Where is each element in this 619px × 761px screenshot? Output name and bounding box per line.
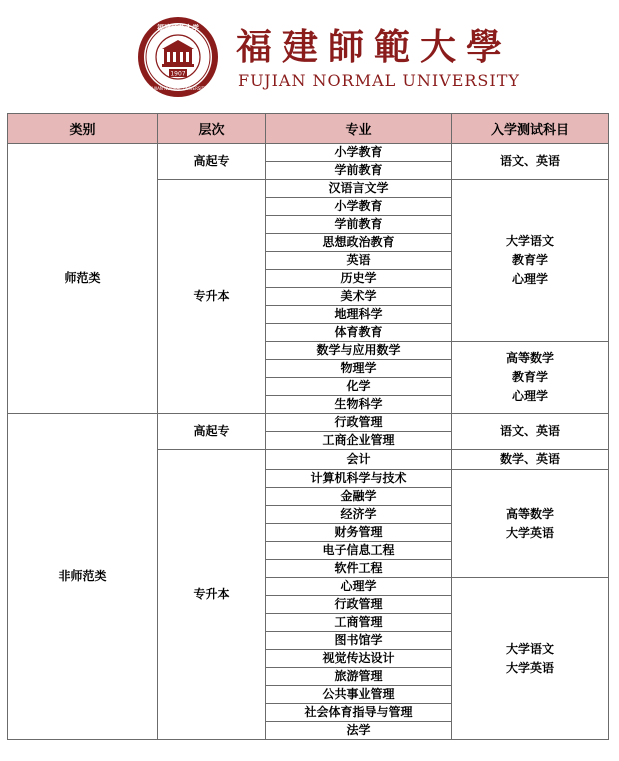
- major-cell: 学前教育: [266, 162, 452, 180]
- major-cell: 计算机科学与技术: [266, 470, 452, 488]
- subjects-cell: [452, 342, 609, 414]
- major-cell: 经济学: [266, 506, 452, 524]
- level-cell: 高起专: [158, 414, 266, 450]
- major-cell: 体育教育: [266, 324, 452, 342]
- subject-line: 大学语文: [505, 234, 554, 248]
- major-cell: 行政管理: [266, 596, 452, 614]
- major-cell: 数学与应用数学: [266, 342, 452, 360]
- major-cell: 化学: [266, 378, 452, 396]
- subjects-cell: [452, 470, 609, 578]
- seal-en-text: FUJIAN NORMAL UNIVERSITY: [149, 86, 207, 91]
- subjects-cell: [452, 578, 609, 740]
- major-cell: 图书馆学: [266, 632, 452, 650]
- level-cell: 高起专: [158, 144, 266, 180]
- major-cell: 工商企业管理: [266, 432, 452, 450]
- major-cell: 会计: [266, 450, 452, 470]
- major-cell: 旅游管理: [266, 668, 452, 686]
- major-cell: 学前教育: [266, 216, 452, 234]
- seal-year: 1907: [170, 70, 186, 78]
- table-body: [8, 144, 609, 740]
- major-cell: 汉语言文学: [266, 180, 452, 198]
- major-cell: 软件工程: [266, 560, 452, 578]
- major-cell: 工商管理: [266, 614, 452, 632]
- major-cell: 生物科学: [266, 396, 452, 414]
- column-header-level: 层次: [158, 114, 266, 144]
- subject-line: 教育学: [511, 253, 548, 267]
- major-cell: 地理科学: [266, 306, 452, 324]
- seal-cn-text: 福建师范大学: [157, 24, 199, 32]
- category-cell: 非师范类: [8, 414, 158, 740]
- subject-line: 语文、英语: [499, 424, 560, 438]
- major-cell: 心理学: [266, 578, 452, 596]
- subject-line: 语文、英语: [499, 154, 560, 168]
- major-cell: 美术学: [266, 288, 452, 306]
- table-row: [8, 414, 609, 432]
- major-cell: 法学: [266, 722, 452, 740]
- table-row: [8, 144, 609, 162]
- column-header-subjects: 入学测试科目: [452, 114, 609, 144]
- major-cell: 行政管理: [266, 414, 452, 432]
- major-cell: 视觉传达设计: [266, 650, 452, 668]
- subject-line: 大学语文: [505, 641, 554, 656]
- major-cell: 历史学: [266, 270, 452, 288]
- subject-line: 大学英语: [505, 660, 554, 675]
- university-name-cn: 福建師範大學: [236, 26, 513, 68]
- major-cell: 小学教育: [266, 198, 452, 216]
- major-cell: 社会体育指导与管理: [266, 704, 452, 722]
- subject-line: 教育学: [511, 370, 548, 384]
- major-cell: 思想政治教育: [266, 234, 452, 252]
- level-cell: 专升本: [158, 450, 266, 740]
- table-header: [8, 114, 609, 144]
- category-cell: 师范类: [8, 144, 158, 414]
- header-row: [8, 114, 609, 144]
- major-cell: 英语: [266, 252, 452, 270]
- subject-line: 高等数学: [505, 351, 554, 365]
- subjects-cell: [452, 180, 609, 342]
- subjects-cell: [452, 414, 609, 450]
- level-cell: 专升本: [158, 180, 266, 414]
- major-cell: 财务管理: [266, 524, 452, 542]
- university-name-en: FUJIAN NORMAL UNIVERSITY: [238, 71, 520, 90]
- major-cell: 金融学: [266, 488, 452, 506]
- major-cell: 物理学: [266, 360, 452, 378]
- column-header-major: 专业: [266, 114, 452, 144]
- major-cell: 小学教育: [266, 144, 452, 162]
- university-header: [0, 0, 619, 112]
- subject-line: 高等数学: [505, 506, 554, 521]
- subject-line: 心理学: [511, 272, 548, 286]
- admission-subjects-table: [7, 113, 609, 740]
- university-seal-icon: [137, 16, 219, 98]
- subject-line: 大学英语: [505, 525, 554, 540]
- subject-line: 数学、英语: [499, 452, 560, 466]
- subjects-cell: [452, 450, 609, 470]
- major-cell: 公共事业管理: [266, 686, 452, 704]
- subjects-cell: [452, 144, 609, 180]
- major-cell: 电子信息工程: [266, 542, 452, 560]
- subject-line: 心理学: [511, 389, 548, 403]
- column-header-category: 类别: [8, 114, 158, 144]
